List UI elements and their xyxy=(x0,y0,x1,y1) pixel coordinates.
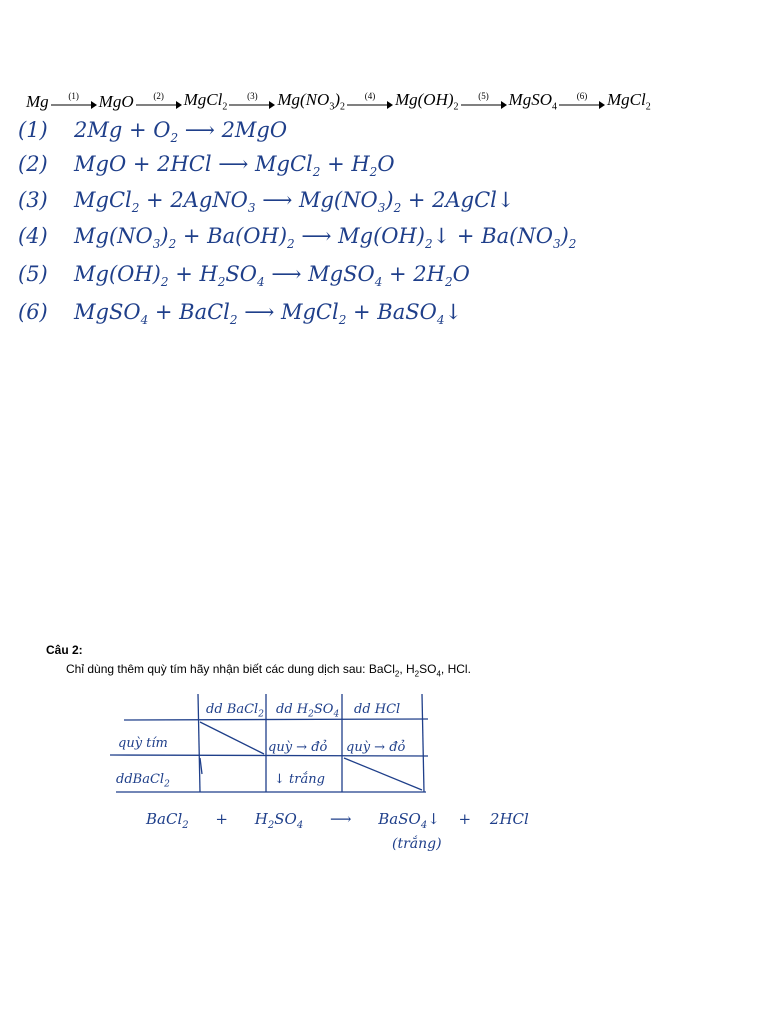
diagonal-strike xyxy=(200,722,264,754)
subscript: 2 xyxy=(131,201,140,216)
chain-arrow-label: (6) xyxy=(576,91,588,101)
equation-number: (1) xyxy=(18,118,48,142)
equation-text: + 2H xyxy=(382,262,445,286)
equation-text: ⟶ MgSO xyxy=(264,262,375,286)
handwritten-equation-4 xyxy=(18,224,738,258)
equation-text: O xyxy=(452,262,470,286)
subscript: 2 xyxy=(568,237,577,252)
equation-text: SO xyxy=(225,262,258,286)
equation-text: + H xyxy=(320,152,370,176)
equation-text: + 2AgCl↓ xyxy=(401,188,515,212)
subscript: 2 xyxy=(338,313,347,328)
subscript: 4 xyxy=(551,101,557,112)
chain-species-mgcl2-final xyxy=(607,90,651,112)
arrow-icon xyxy=(461,101,507,109)
reaction-arrow: ⟶ xyxy=(329,810,352,828)
subscript: 2 xyxy=(168,237,177,252)
subscript: 2 xyxy=(222,101,228,112)
chain-arrow-label: (3) xyxy=(247,91,258,101)
equation-text: + Ba(OH) xyxy=(176,224,288,248)
subscript: 2 xyxy=(414,669,420,679)
equation-number: (4) xyxy=(18,224,48,248)
subscript: 2 xyxy=(369,165,378,180)
chain-arrow-6 xyxy=(559,92,605,109)
equation-text: ⟶ Mg(OH) xyxy=(294,224,426,248)
table-header-hcl: dd HCl xyxy=(354,702,401,717)
subscript: 4 xyxy=(257,275,265,290)
subscript: 2 xyxy=(312,165,321,180)
arrow-icon xyxy=(559,101,605,109)
subscript: 2 xyxy=(182,820,189,831)
equation-text: Mg(OH) xyxy=(74,262,161,286)
subscript: 2 xyxy=(287,237,295,252)
equation-text: + 2AgNO xyxy=(139,188,248,212)
table-row-label-litmus: quỳ tím xyxy=(118,736,168,751)
equation-number: (5) xyxy=(18,262,48,286)
question-title: Câu 2: xyxy=(46,643,83,657)
subscript: 2 xyxy=(217,275,226,290)
equation-text: Mg(NO xyxy=(74,224,153,248)
precipitation-reaction xyxy=(146,810,529,831)
handwritten-equation-2 xyxy=(18,152,738,186)
chain-arrow-1 xyxy=(51,92,97,109)
equation-number: (2) xyxy=(18,152,48,176)
equation-number: (6) xyxy=(18,300,48,324)
arrow-icon xyxy=(136,101,182,109)
precipitate-arrow: ↓ xyxy=(427,810,440,828)
subscript: 2 xyxy=(393,201,402,216)
chain-arrow-label: (5) xyxy=(478,91,489,101)
subscript: 4 xyxy=(436,669,441,679)
subscript: 2 xyxy=(339,101,345,112)
table-cell-h2so4-litmus: quỳ → đỏ xyxy=(268,740,328,755)
equation-text: + BaCl xyxy=(148,300,230,324)
question-text-part: , H xyxy=(399,662,415,676)
chain-species-mg: Mg xyxy=(26,92,49,111)
plus-sign: + xyxy=(458,810,472,828)
subscript: 4 xyxy=(140,313,149,328)
handwritten-equation-6 xyxy=(18,300,738,334)
subscript: 2 xyxy=(645,101,651,112)
chain-species-mgoh2 xyxy=(395,90,459,112)
subscript: 4 xyxy=(436,313,445,328)
chain-species-mgcl2 xyxy=(184,90,228,112)
header-text: dd BaCl xyxy=(206,702,259,717)
chain-arrow-3 xyxy=(229,92,275,109)
subscript: 2 xyxy=(170,131,179,146)
species-text: Mg(NO xyxy=(277,89,330,109)
species-text: MgSO xyxy=(508,89,552,109)
subscript: 2 xyxy=(229,313,238,328)
subscript: 3 xyxy=(377,201,386,216)
reactant-bacl2 xyxy=(146,810,189,831)
equation-text: ↓ + Ba(NO xyxy=(432,224,553,248)
product-baso4 xyxy=(378,810,440,831)
formula-text: BaCl xyxy=(146,810,183,828)
equation-text: ⟶ MgCl xyxy=(237,300,339,324)
chain-arrow-5 xyxy=(461,92,507,109)
arrow-icon xyxy=(347,101,393,109)
equation-text: + BaSO xyxy=(346,300,437,324)
subscript: 3 xyxy=(552,237,561,252)
table-cell-hcl-litmus: quỳ → đỏ xyxy=(346,740,406,755)
subscript: 2 xyxy=(453,101,459,112)
species-text: ) xyxy=(334,89,340,109)
chain-arrow-label: (2) xyxy=(153,91,164,101)
subscript: 3 xyxy=(152,237,161,252)
chain-arrow-label: (1) xyxy=(68,91,79,101)
equation-number: (3) xyxy=(18,188,48,212)
header-text: SO xyxy=(313,702,334,717)
formula-text: H xyxy=(254,810,268,828)
arrow-icon xyxy=(51,101,97,109)
subscript: 4 xyxy=(296,820,304,831)
chain-arrow-2 xyxy=(136,92,182,109)
chain-arrow-4 xyxy=(347,92,393,109)
species-text: Mg(OH) xyxy=(394,89,454,109)
equation-text: ⟶ 2MgO xyxy=(178,118,288,142)
reactant-h2so4 xyxy=(254,810,304,831)
subscript: 2 xyxy=(164,779,170,790)
subscript: 3 xyxy=(247,201,256,216)
subscript: 4 xyxy=(420,820,428,831)
handwritten-equation-1 xyxy=(18,118,738,152)
reaction-chain xyxy=(26,82,746,112)
table-header-bacl2 xyxy=(206,702,264,720)
chain-arrow-label: (4) xyxy=(364,91,376,101)
chain-species-mgso4 xyxy=(509,90,557,112)
subscript: 3 xyxy=(329,101,335,112)
equation-text: 2Mg + O xyxy=(74,118,171,142)
subscript: 4 xyxy=(374,275,383,290)
subscript: 2 xyxy=(267,820,275,831)
row-label-text: ddBaCl xyxy=(116,772,165,787)
equation-text: MgO + 2HCl ⟶ MgCl xyxy=(74,152,313,176)
subscript: 2 xyxy=(308,709,314,720)
arrow-icon xyxy=(229,101,275,109)
equation-text: ⟶ Mg(NO xyxy=(255,188,378,212)
table-row-label-bacl2 xyxy=(116,772,170,790)
question-text xyxy=(66,662,471,678)
equation-text: MgCl xyxy=(74,188,132,212)
handwritten-equation-5 xyxy=(18,262,738,296)
equation-text: + H xyxy=(168,262,218,286)
species-text: MgCl xyxy=(183,89,223,109)
equation-text: ) xyxy=(560,224,569,248)
subscript: 4 xyxy=(333,709,340,720)
handwritten-equation-3 xyxy=(18,188,738,222)
question-text-part: SO xyxy=(419,662,437,676)
equation-text: MgSO xyxy=(74,300,141,324)
subscript: 2 xyxy=(425,237,433,252)
species-text: MgCl xyxy=(606,89,646,109)
formula-text: SO xyxy=(274,810,297,828)
chain-species-mgo: MgO xyxy=(98,92,134,111)
subscript: 2 xyxy=(444,275,453,290)
plus-sign: + xyxy=(215,810,228,828)
question-text-part: Chỉ dùng thêm quỳ tím hãy nhận biết các dung dịch sau: BaCl xyxy=(66,662,395,676)
subscript: 2 xyxy=(160,275,169,290)
table-header-h2so4 xyxy=(276,702,339,720)
diagonal-strike xyxy=(344,758,422,790)
question-text-part: , HCl. xyxy=(440,662,471,676)
header-text: dd H xyxy=(276,702,309,717)
equation-text: ) xyxy=(385,188,394,212)
equation-text: O xyxy=(377,152,395,176)
subscript: 2 xyxy=(258,709,264,720)
subscript: 2 xyxy=(394,669,400,679)
chain-species-mgno32 xyxy=(277,90,345,112)
equation-text: ↓ xyxy=(444,300,463,324)
product-hcl: 2HCl xyxy=(489,810,529,828)
formula-text: BaSO xyxy=(378,810,421,828)
table-cell-h2so4-bacl2: ↓ trắng xyxy=(274,772,325,787)
precipitate-note: (trắng) xyxy=(392,836,442,852)
equation-text: ) xyxy=(160,224,169,248)
